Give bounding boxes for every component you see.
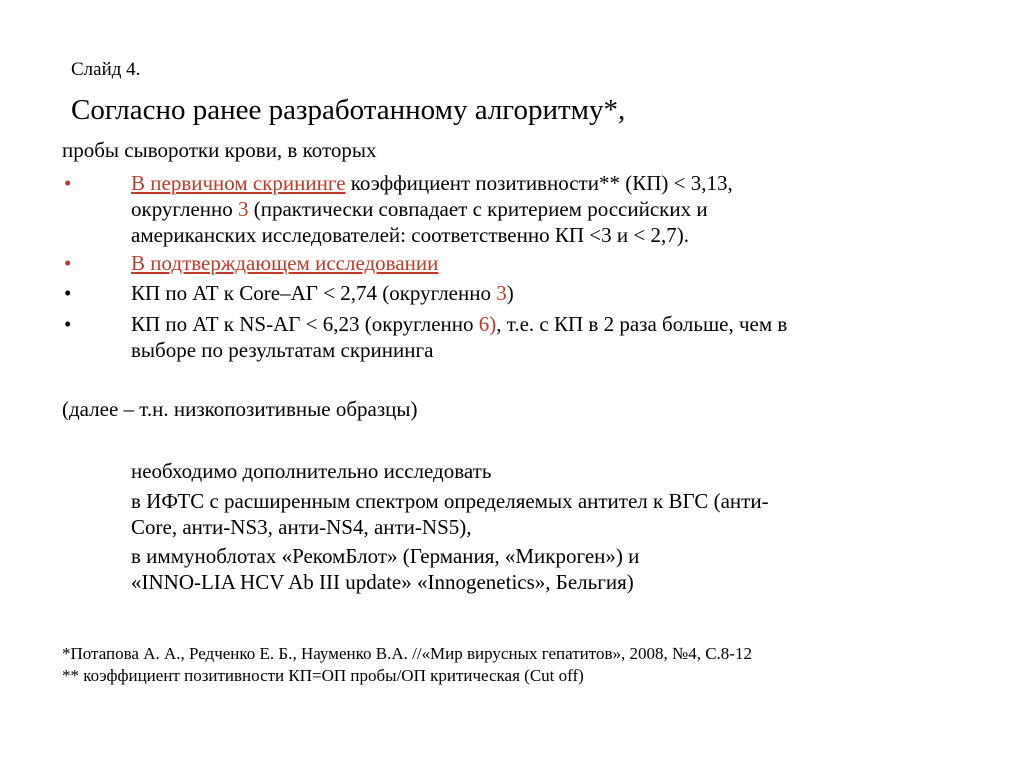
footnote-reference: *Потапова А. А., Редченко Е. Б., Науменко В.А. //«Мир вирусных гепатитов», 2008, №4, С.8-12: [62, 644, 752, 663]
bullet-text: КП по АТ к Core–АГ < 2,74 (округленно: [131, 281, 497, 305]
intro-text: пробы сыворотки крови, в которых: [62, 138, 377, 162]
indented-text: в иммуноблотах «РекомБлот» (Германия, «Микроген») и: [131, 544, 640, 568]
confirmatory-study-link[interactable]: В подтверждающем исследовании: [131, 251, 439, 275]
bullet-ns-ag: [131, 311, 951, 363]
bullet-text: (практически совпадает с критерием российских и: [248, 197, 708, 221]
highlight-number: 3: [496, 281, 507, 305]
bullet-core-ag: [131, 280, 951, 306]
slide-heading: Согласно ранее разработанному алгоритму*,: [71, 94, 626, 126]
slide-label: Слайд 4.: [71, 59, 141, 80]
bullet-text: КП по АТ к NS-АГ < 6,23 (округленно: [131, 312, 479, 336]
footnote-definition: ** коэффициент позитивности КП=ОП пробы/ОП критическая (Cut off): [62, 666, 584, 685]
low-positive-note: (далее – т.н. низкопозитивные образцы): [62, 397, 418, 421]
indented-text: Core, анти-NS3, анти-NS4, анти-NS5),: [131, 515, 472, 539]
bullet-text: округленно: [131, 197, 238, 221]
bullet-marker: •: [64, 312, 72, 336]
indented-line: [131, 458, 951, 484]
bullet-text: коэффициент позитивности** (КП) < 3,13,: [345, 171, 733, 195]
highlight-number: 6): [478, 312, 497, 336]
indented-line: [131, 488, 951, 540]
bullet-text: ): [506, 281, 514, 305]
highlight-number: 3: [238, 197, 249, 221]
bullet-marker: •: [64, 171, 72, 195]
indented-text: «INNO-LIA HCV Ab III update» «Innogenetics», Бельгия): [131, 570, 634, 594]
bullet-confirmatory: [131, 250, 951, 276]
bullet-marker: •: [64, 251, 72, 275]
indented-line: [131, 543, 951, 595]
bullet-text: американских исследователей: соответственно КП <3 и < 2,7).: [131, 223, 689, 247]
indented-text: необходимо дополнительно исследовать: [131, 459, 492, 483]
bullet-primary-screening: [131, 170, 951, 248]
bullet-text: , т.е. с КП в 2 раза больше, чем в: [496, 312, 788, 336]
indented-text: в ИФТС с расширенным спектром определяемых антител к ВГС (анти-: [131, 489, 769, 513]
primary-screening-link[interactable]: В первичном скрининге: [131, 171, 346, 195]
bullet-marker: •: [64, 281, 72, 305]
bullet-text: выборе по результатам скрининга: [131, 338, 434, 362]
